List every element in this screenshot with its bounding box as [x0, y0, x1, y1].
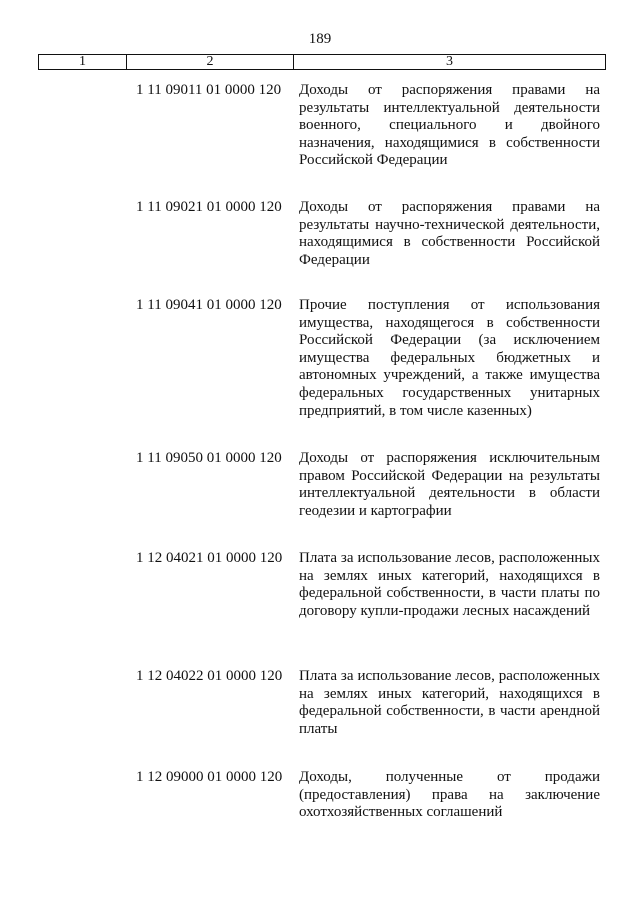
revenue-code: 1 12 09000 01 0000 120	[136, 769, 283, 785]
revenue-code: 1 11 09021 01 0000 120	[136, 199, 282, 215]
revenue-description: Доходы, полученные от продажи (предоставления) права на заключение охотхозяйственных соглашений	[299, 769, 600, 821]
column-header-3: 3	[446, 54, 453, 69]
revenue-description: Доходы от распоряжения исключительным правом Российской Федерации на результаты интеллектуальной деятельности в области геодезии и картографии	[299, 450, 600, 519]
revenue-code: 1 11 09041 01 0000 120	[136, 297, 282, 313]
column-header-1: 1	[39, 55, 127, 69]
revenue-description: Доходы от распоряжения правами на результаты интеллектуальной деятельности военного, специального и двойного назначения, находящимися в собственности Российской Федерации	[299, 82, 600, 169]
revenue-code: 1 11 09011 01 0000 120	[136, 82, 282, 98]
revenue-description: Прочие поступления от использования имущества, находящегося в собственности Российской Федерации (за исключением имущества федеральных бюджетных и автономных учреждений, а также имущества федеральных государственных унитарных предприятий, в том числе казенных)	[299, 297, 600, 419]
revenue-code: 1 12 04022 01 0000 120	[136, 668, 283, 684]
revenue-description: Плата за использование лесов, расположенных на землях иных категорий, находящихся в федеральной собственности, в части арендной платы	[299, 668, 600, 737]
page-number: 189	[308, 31, 332, 47]
revenue-description: Плата за использование лесов, расположенных на землях иных категорий, находящихся в федеральной собственности, в части платы по договору купли-продажи лесных насаждений	[299, 550, 600, 619]
table-header-row	[38, 54, 606, 70]
column-header-2: 2	[127, 55, 294, 69]
revenue-code: 1 12 04021 01 0000 120	[136, 550, 283, 566]
revenue-code: 1 11 09050 01 0000 120	[136, 450, 282, 466]
revenue-description: Доходы от распоряжения правами на результаты научно-технической деятельности, находящимися в собственности Российской Федерации	[299, 199, 600, 268]
